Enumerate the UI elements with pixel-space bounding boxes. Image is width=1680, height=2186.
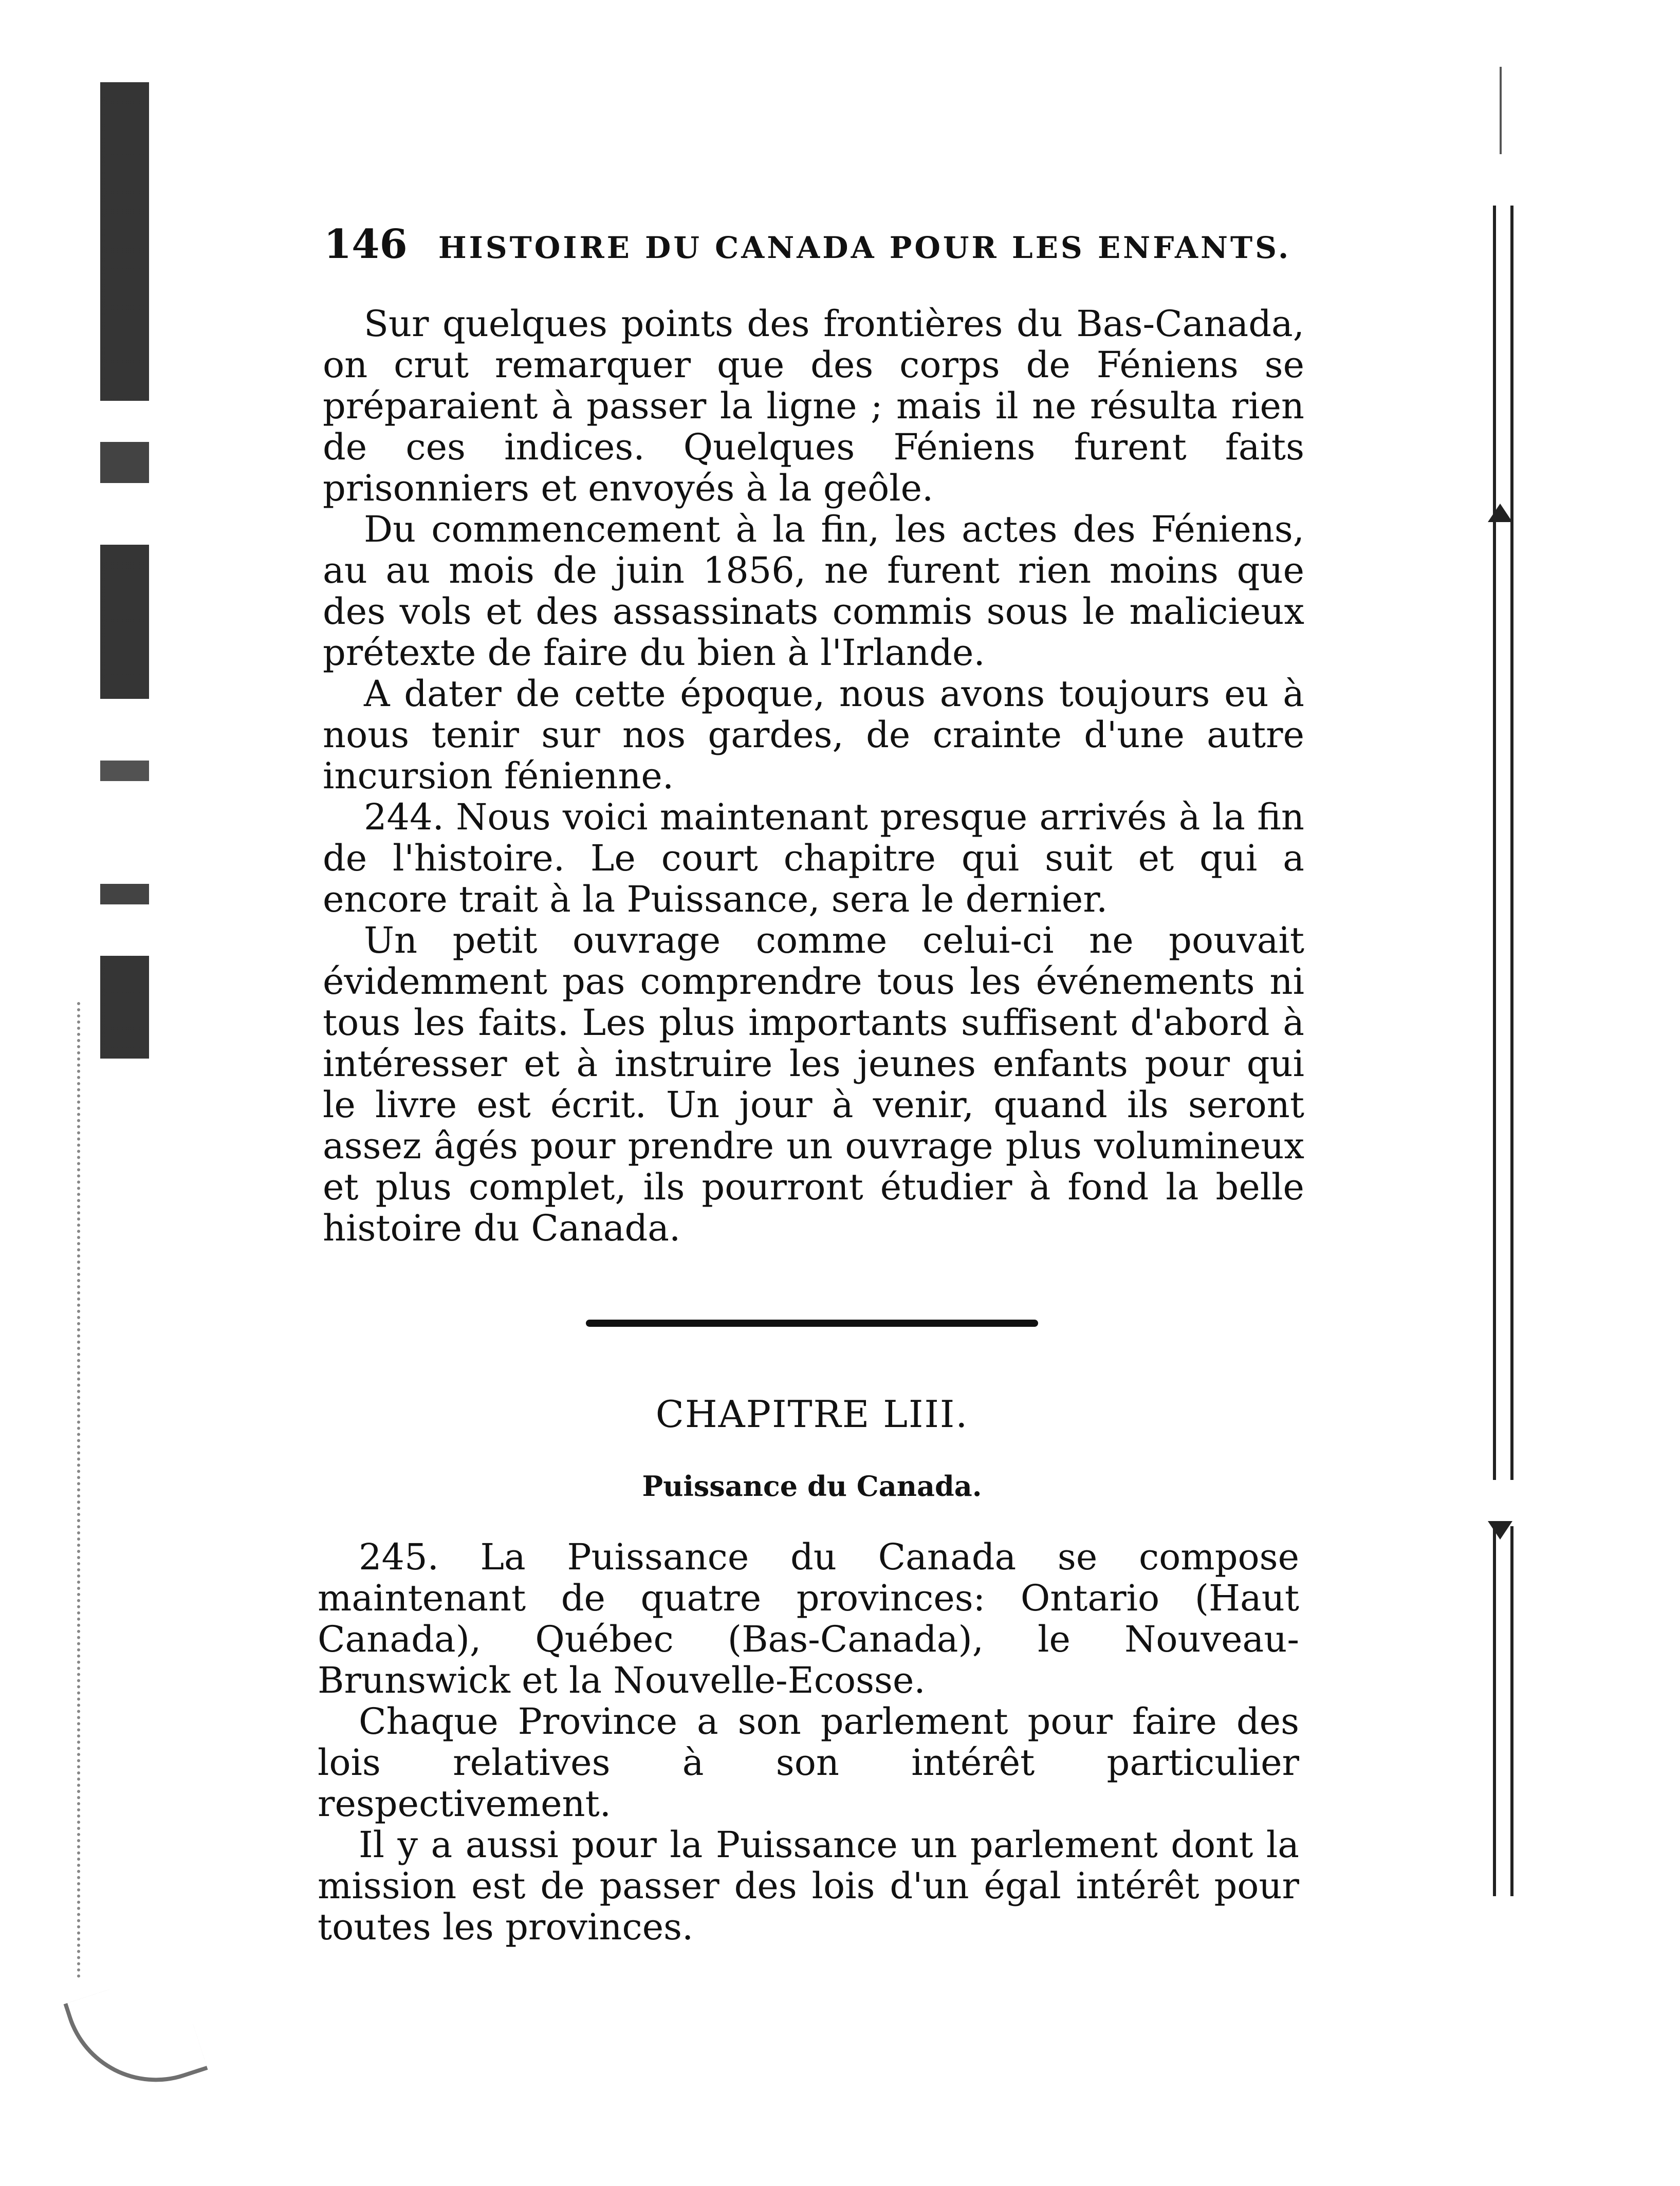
- paragraph: 245. La Puissance du Canada se compose maintenant de quatre provinces: Ontario (Haut Canada), Québec (Bas-Canada), le Nouveau-Brunswick et la Nouvelle-Ecosse.: [318, 1536, 1299, 1701]
- paragraph: Un petit ouvrage comme celui-ci ne pouvait évidemment pas comprendre tous les événements ni tous les faits. Les plus importants suffisent d'abord à intéresser et à instruire les jeunes enfants pour qui le livre est écrit. Un jour à venir, quand ils seront assez âgés pour prendre un ouvrage plus volumineux et plus complet, ils pourront étudier à fond la belle histoire du Canada.: [323, 919, 1304, 1249]
- page-number: 146: [324, 221, 408, 268]
- section-divider: [586, 1320, 1038, 1327]
- paragraph: A dater de cette époque, nous avons toujours eu à nous tenir sur nos gardes, de crainte d'une autre incursion fénienne.: [323, 673, 1304, 797]
- binding-dots-left: [77, 1002, 101, 1978]
- margin-tick: [1500, 67, 1502, 154]
- chapter-subtitle: Puissance du Canada.: [642, 1470, 982, 1503]
- paragraph: Chaque Province a son parlement pour faire des lois relatives à son intérêt particulier respectivement.: [318, 1700, 1299, 1825]
- binding-thread-right: [1493, 206, 1513, 1896]
- thread-gap: [1485, 1480, 1516, 1526]
- chapter-title: CHAPITRE LIII.: [655, 1393, 969, 1436]
- running-title: HISTOIRE DU CANADA POUR LES ENFANTS.: [438, 230, 1291, 265]
- thread-knot-upper: [1488, 504, 1512, 522]
- text-block-before: [323, 303, 1304, 1249]
- text-block-after: [318, 1536, 1299, 1948]
- binding-edge-left: [100, 82, 149, 2086]
- paragraph: Il y a aussi pour la Puissance un parlement dont la mission est de passer des lois d'un égal intérêt pour toutes les provinces.: [318, 1824, 1299, 1948]
- running-head: [324, 221, 1295, 268]
- thread-knot-lower: [1488, 1521, 1512, 1540]
- paragraph: 244. Nous voici maintenant presque arrivés à la fin de l'histoire. Le court chapitre qui suit et qui a encore trait à la Puissance, sera le dernier.: [323, 796, 1304, 920]
- paragraph: Du commencement à la fin, les actes des Féniens, au au mois de juin 1856, ne furent rien moins que des vols et des assassinats commis sous le malicieux prétexte de faire du bien à l'Irlande.: [323, 508, 1304, 674]
- paragraph: Sur quelques points des frontières du Bas-Canada, on crut remarquer que des corps de Féniens se préparaient à passer la ligne ; mais il ne résulta rien de ces indices. Quelques Féniens furent faits prisonniers et envoyés à la geôle.: [323, 303, 1304, 509]
